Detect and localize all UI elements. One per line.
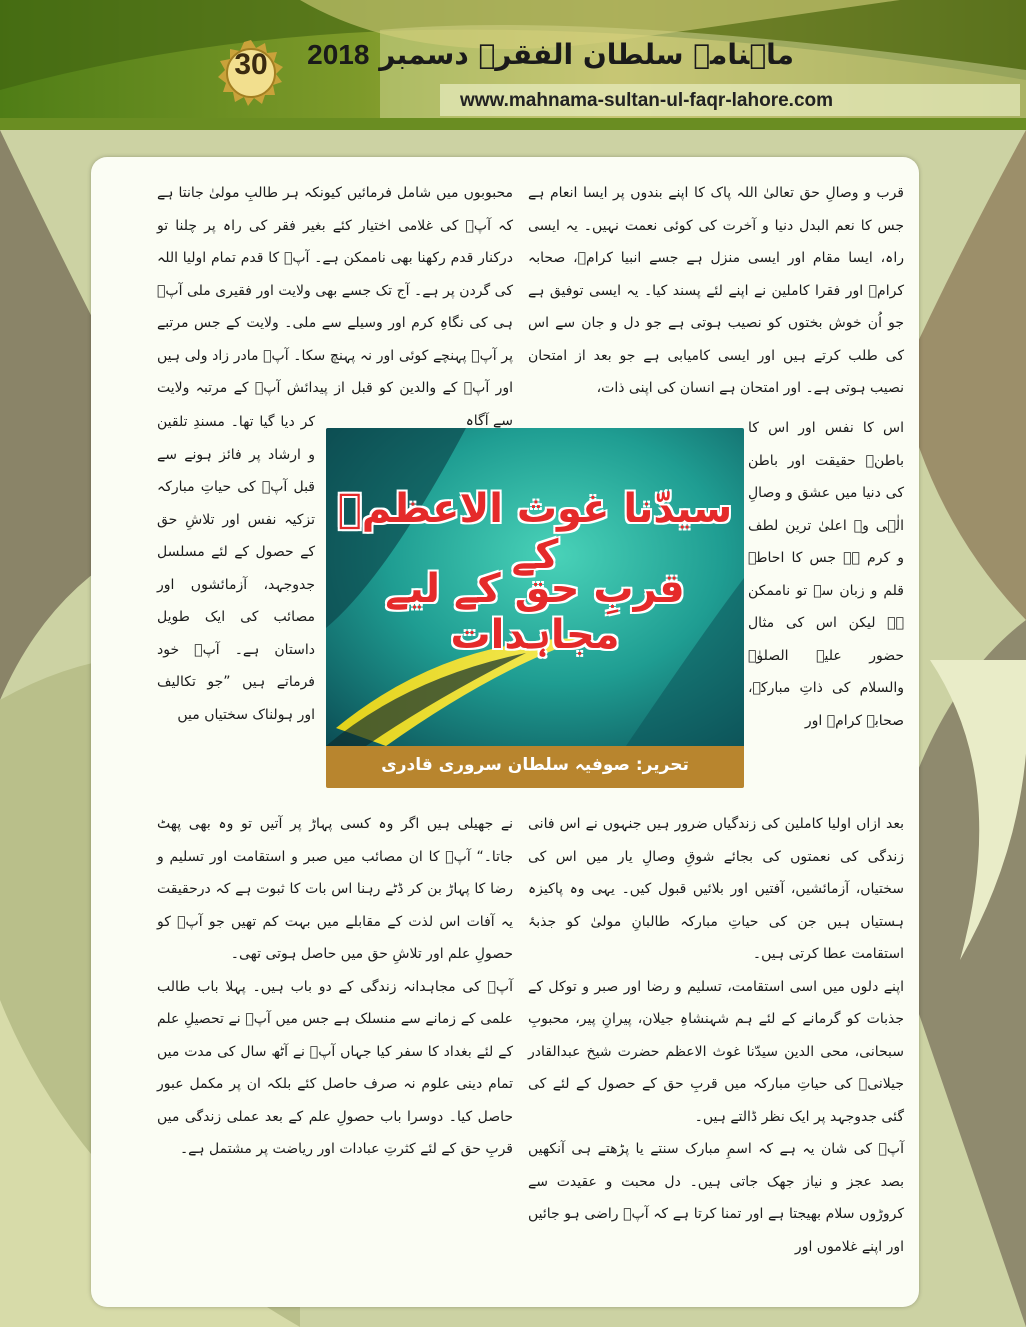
issue-year: 2018 (307, 39, 370, 70)
website-url[interactable]: www.mahnama-sultan-ul-faqr-lahore.com (460, 90, 834, 111)
paragraph: بعد ازاں اولیا کاملین کی زندگیاں ضرور ہیں جنہوں نے اس فانی زندگی کی نعمتوں کی بجائے شوقِ وصالِ یار میں اس کی سختیاں، آزمائشیں، آفتیں اور بلائیں قبول کیں۔ یہی وہ پاکیزہ ہستیاں ہیں جن کی حیاتِ مبارکہ طالبانِ مولیٰ کو جذبۂ استقامت عطا کرتی ہیں۔ (528, 816, 904, 962)
left-column-top (157, 177, 513, 429)
paragraph: اس کا نفس اور اس کا باطن۔ حقیقت اور باطن کی دنیا میں عشق و وصالِ الٰہی وہ اعلیٰ ترین لطف و کرم ہے جس کا احاطہ قلم و زبان سے تو ناممکن ہے لیکن اس کی مثال حضور علیہ الصلوٰۃ والسلام کی ذاتِ مبارکہ، صحابہ کرامؓ اور (748, 420, 904, 729)
page-number: 30 (234, 48, 268, 81)
paragraph: محبوبوں میں شامل فرمائیں کیونکہ ہر طالبِ مولیٰ جانتا ہے کہ آپؓ کی غلامی اختیار کئے بغیر فقر کی راہ پر چلنا تو درکنار قدم رکھنا بھی ناممکن ہے۔ آپؓ کا قدم تمام اولیا اللہ کی گردن پر ہے۔ آج تک جسے بھی ولایت اور فقیری ملی آپؓ ہی کی نگاہِ کرم اور وسیلے سے ملی۔ ولایت کے جس مرتبے پر آپؓ پہنچے کوئی اور نہ پہنچ سکا۔ آپؓ مادر زاد ولی ہیں اور آپؓ کے والدین کو قبل از پیدائش آپؓ کے مرتبہ ولایت سے آگاہ (157, 185, 513, 429)
paragraph: کر دیا گیا تھا۔ مسندِ تلقین و ارشاد پر فائز ہونے سے قبل آپؓ کی حیاتِ مبارکہ تزکیہ نفس اور تلاشِ حق کے حصول کے لئے مسلسل جدوجہد، آزمائشوں اور مصائب کی ایک طویل داستان ہے۔ آپؓ خود فرماتے ہیں ”جو تکالیف اور ہولناک سختیاں میں (157, 414, 315, 723)
article-title-image (326, 428, 744, 788)
left-column-bottom (157, 808, 513, 1208)
right-column-narrow (748, 412, 904, 810)
magazine-name: ماہنامہ سلطان الفقرؒ (478, 38, 794, 71)
paragraph: آپؓ کی مجاہدانہ زندگی کے دو باب ہیں۔ پہلا باب طالب علمی کے زمانے سے منسلک ہے جس میں آپؓ نے تحصیلِ علم کے لئے بغداد کا سفر کیا جہاں آپؓ نے آٹھ سال کی مدت میں تمام دینی علوم نہ صرف حاصل کئے بلکہ ان پر مکمل عبور حاصل کیا۔ دوسرا باب حصولِ علم کے بعد عملی زندگی میں قربِ حق کے لئے کثرتِ عبادات اور ریاضت پر مشتمل ہے۔ (157, 978, 513, 1157)
article-title-line2: قربِ حق کے لیے مجاہدات (385, 566, 685, 658)
article-author: تحریر: صوفیہ سلطان سروری قادری (381, 755, 689, 775)
paragraph: اپنے دلوں میں اسی استقامت، تسلیم و رضا اور صبر و توکل کے جذبات کو گرمانے کے لئے ہم شہنشاہِ جیلان، پیرانِ پیر، محبوبِ سبحانی، محی الدین سیدّنا غوث الاعظم حضرت شیخ عبدالقادر جیلانیؓ کی حیاتِ مبارکہ میں قربِ حق کے حصول کے لئے کی گئی جدوجہد پر ایک نظر ڈالتے ہیں۔ (528, 978, 904, 1125)
left-column-narrow (157, 406, 315, 806)
masthead (307, 38, 794, 71)
right-column-bottom (528, 808, 904, 1278)
right-column-top (528, 177, 904, 417)
issue-month: دسمبر (379, 38, 469, 71)
paragraph: نے جھیلی ہیں اگر وہ کسی پہاڑ پر آتیں تو وہ بھی پھٹ جاتا۔“ آپؓ کا ان مصائب میں صبر و استقامت اور تسلیم و رضا کا پہاڑ بن کر ڈٹے رہنا اس بات کا ثبوت ہے کہ درحقیقت یہ آفات اس لذت کے مقابلے میں بہت کم تھیں جو آپؓ کو حصولِ علم اور تلاشِ حق میں حاصل ہوتی تھی۔ (157, 816, 513, 962)
article-title-line1: سیدّنا غوث الاعظمؓ کے (337, 486, 733, 578)
paragraph: قرب و وصالِ حق تعالیٰ اللہ پاک کا اپنے بندوں پر ایسا انعام ہے جس کا نعم البدل دنیا و آخرت کی کوئی نعمت نہیں۔ یہ ایسی راہ، ایسا مقام اور ایسی منزل ہے جسے انبیا کرامؑ، صحابہ کرامؓ اور فقرا کاملین نے اپنے لئے پسند کیا۔ یہ ایسی توفیق ہے جو اُن خوش بختوں کو نصیب ہوتی ہے جو دل و جان سے اس کی طلب کرتے ہیں اور ایسی کامیابی ہے جو بعد از امتحان نصیب ہوتی ہے۔ اور امتحان ہے انسان کی اپنی ذات، (528, 185, 904, 396)
paragraph: آپؓ کی شان یہ ہے کہ اسمِ مبارک سنتے یا پڑھتے ہی آنکھیں بصد عجز و نیاز جھک جاتی ہیں۔ دل محبت و عقیدت سے کروڑوں سلام بھیجتا ہے اور تمنا کرتا ہے کہ آپؓ راضی ہو جائیں اور اپنے غلاموں اور (528, 1141, 904, 1255)
